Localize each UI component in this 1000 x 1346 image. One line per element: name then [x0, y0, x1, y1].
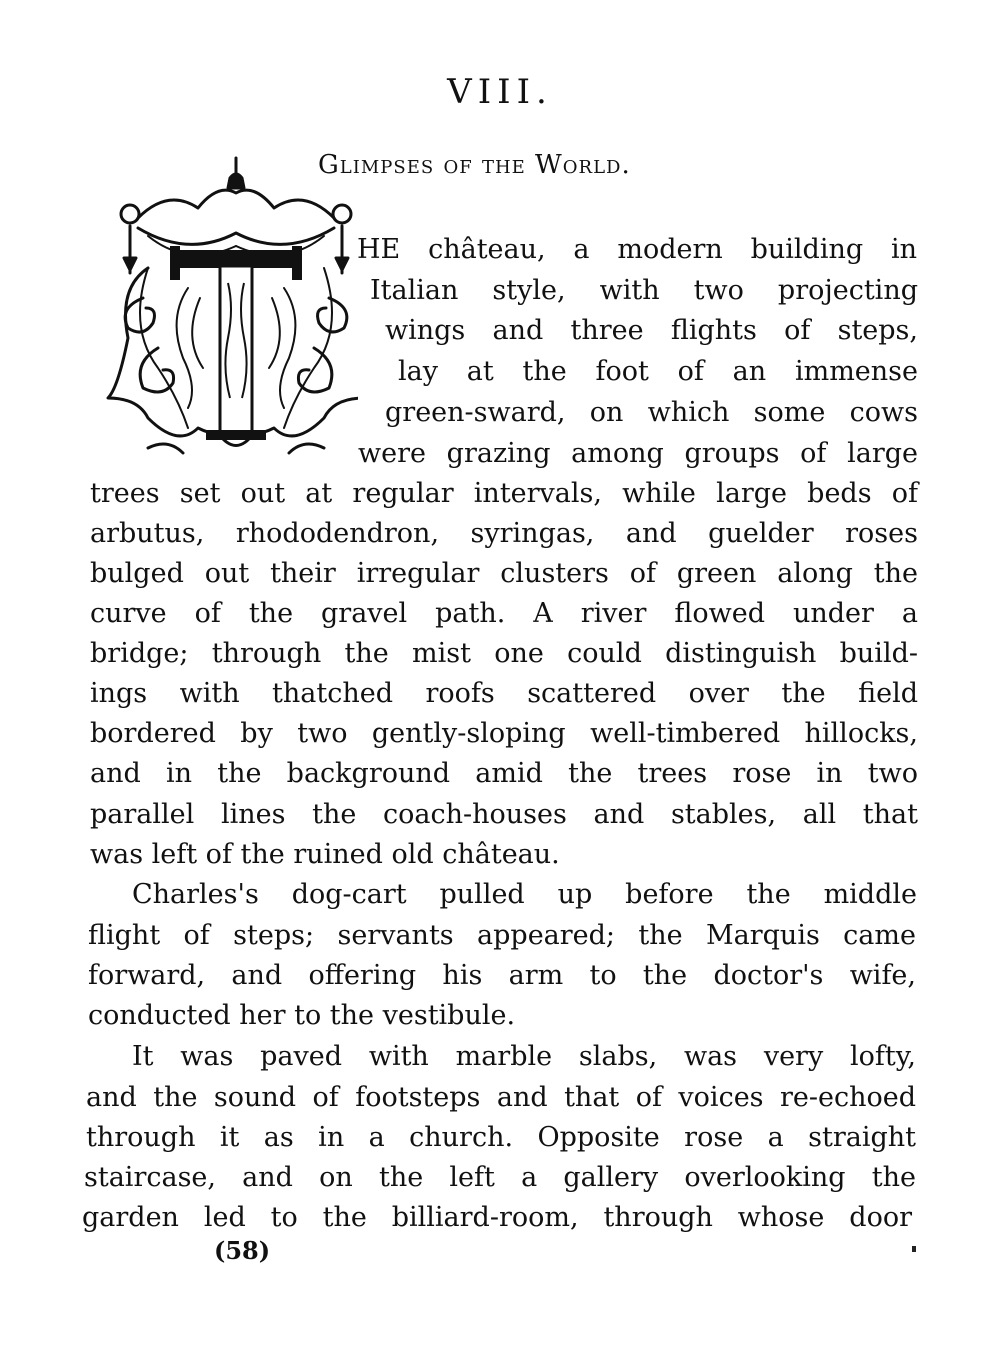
- text-line: garden led to the billiard-room, through whose door: [82, 1202, 912, 1233]
- text-line: wings and three flights of steps,: [385, 315, 918, 346]
- text-line: were grazing among groups of large: [358, 438, 918, 469]
- text-line: conducted her to the vestibule.: [88, 1000, 516, 1031]
- text-line: was left of the ruined old château.: [90, 839, 560, 870]
- text-line: parallel lines the coach-houses and stables, all that: [90, 799, 918, 830]
- chapter-title: Glimpses of the World.: [318, 150, 631, 180]
- text-line: Italian style, with two projecting: [370, 275, 918, 306]
- text-line: staircase, and on the left a gallery overlooking the: [84, 1162, 916, 1193]
- text-line: ings with thatched roofs scattered over the field: [90, 678, 918, 709]
- text-line: arbutus, rhododendron, syringas, and guelder roses: [90, 518, 918, 549]
- ink-speck: [912, 1246, 916, 1252]
- text-line: flight of steps; servants appeared; the Marquis came: [88, 920, 916, 951]
- text-line: and the sound of footsteps and that of voices re-echoed: [86, 1082, 916, 1113]
- text-line: curve of the gravel path. A river flowed under a: [90, 598, 918, 629]
- chapter-number: VIII.: [447, 72, 553, 112]
- text-line: forward, and offering his arm to the doctor's wife,: [88, 960, 916, 991]
- text-line: bordered by two gently-sloping well-timbered hillocks,: [90, 718, 918, 749]
- text-line: Charles's dog-cart pulled up before the middle: [132, 879, 917, 910]
- text-line: bridge; through the mist one could distinguish build-: [90, 638, 918, 669]
- text-line: through it as in a church. Opposite rose a straight: [86, 1122, 916, 1153]
- text-line: lay at the foot of an immense: [398, 356, 918, 387]
- text-line: It was paved with marble slabs, was very lofty,: [132, 1041, 916, 1072]
- text-line: trees set out at regular intervals, while large beds of: [90, 478, 918, 509]
- ornamental-drop-cap-icon: [88, 148, 358, 470]
- page-number: (58): [214, 1236, 271, 1265]
- text-line: and in the background amid the trees rose in two: [90, 758, 918, 789]
- text-line: green-sward, on which some cows: [385, 397, 918, 428]
- text-line: bulged out their irregular clusters of green along the: [90, 558, 918, 589]
- text-line: HE château, a modern building in: [357, 234, 917, 265]
